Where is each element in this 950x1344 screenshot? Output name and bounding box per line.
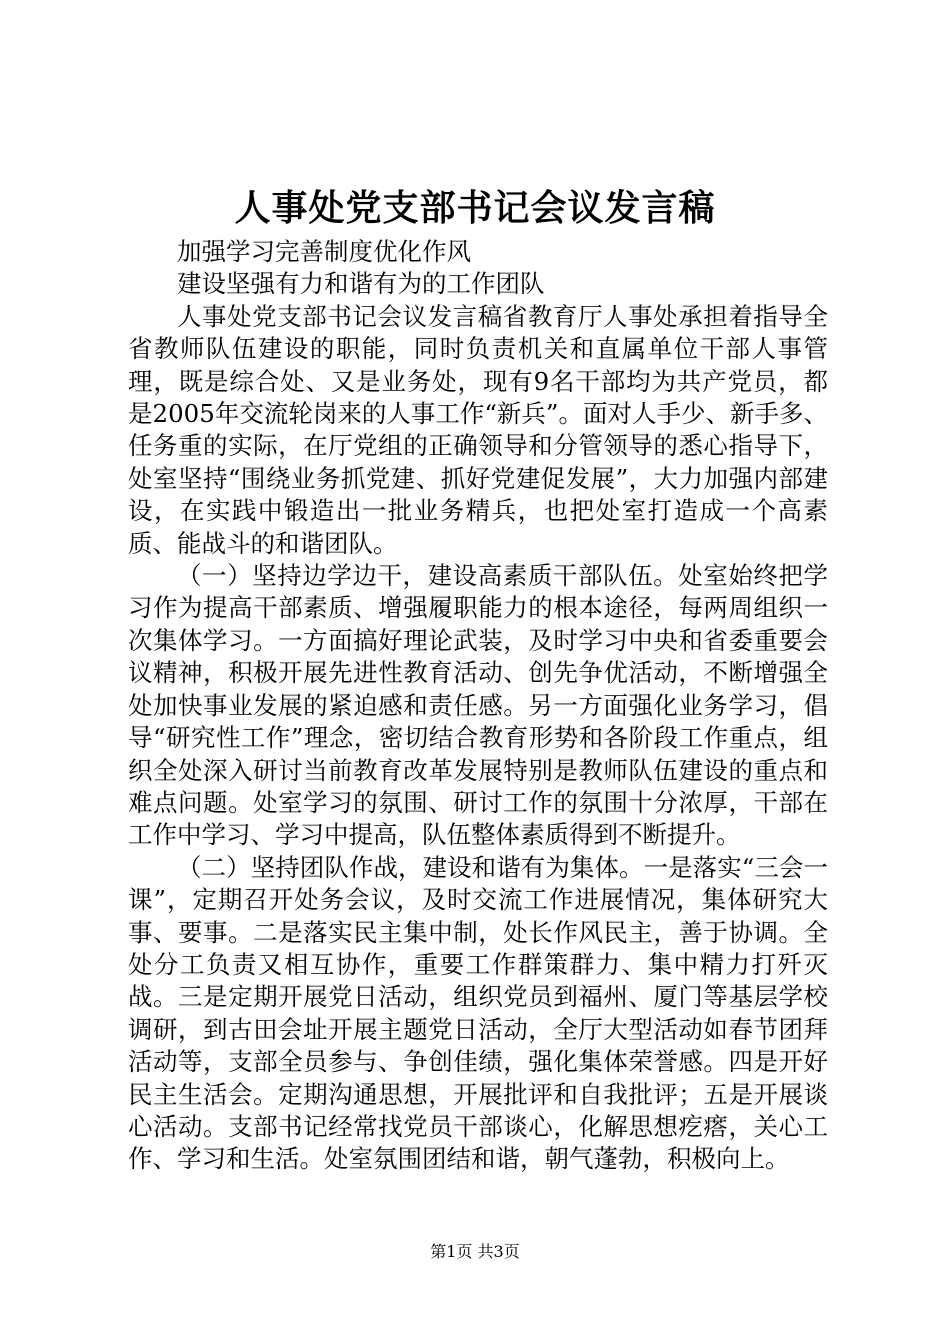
document-title: 人事处党支部书记会议发言稿 bbox=[234, 187, 716, 229]
paragraph-intro: 人事处党支部书记会议发言稿省教育厅人事处承担着指导全省教师队伍建设的职能，同时负责机关和直属单位干部人事管理，既是综合处、又是业务处，现有9名干部均为共产党员，都是2005年交流轮岗来的人事工作“新兵”。面对人手少、新手多、任务重的实际，在厅党组的正确领导和分管领导的悉心指导下，处室坚持“围绕业务抓党建、抓好党建促发展”，大力加强内部建设，在实践中锻造出一批业务精兵，也把处室打造成一个高素质、能战斗的和谐团队。 bbox=[128, 301, 828, 558]
paragraph-section-2: （二）坚持团队作战，建设和谐有为集体。一是落实“三会一课”，定期召开处务会议，及时交流工作进展情况，集体研究大事、要事。二是落实民主集中制，处长作风民主，善于协调。全处分工负责又相互协作，重要工作群策群力、集中精力打歼灭战。三是定期开展党日活动，组织党员到福州、厦门等基层学校调研，到古田会址开展主题党日活动，全厅大型活动如春节团拜活动等，支部全员参与、争创佳绩，强化集体荣誉感。四是开好民主生活会。定期沟通思想，开展批评和自我批评；五是开展谈心活动。支部书记经常找党员干部谈心，化解思想疙瘩，关心工作、学习和生活。处室氛围团结和谐，朝气蓬勃，积极向上。 bbox=[128, 852, 828, 1174]
page-indicator: 第1页 共3页 bbox=[430, 1242, 520, 1261]
subtitle-line-2: 建设坚强有力和谐有为的工作团队 bbox=[177, 269, 545, 299]
paragraph-section-1: （一）坚持边学边干，建设高素质干部队伍。处室始终把学习作为提高干部素质、增强履职能力的根本途径，每两周组织一次集体学习。一方面搞好理论武装，及时学习中央和省委重要会议精神，积极开展先进性教育活动、创先争优活动，不断增强全处加快事业发展的紧迫感和责任感。另一方面强化业务学习，倡导“研究性工作”理念，密切结合教育形势和各阶段工作重点，组织全处深入研讨当前教育改革发展特别是教师队伍建设的重点和难点问题。处室学习的氛围、研讨工作的氛围十分浓厚，干部在工作中学习、学习中提高，队伍整体素质得到不断提升。 bbox=[128, 561, 828, 850]
document-body bbox=[128, 236, 828, 1176]
subtitle-line-1: 加强学习完善制度优化作风 bbox=[177, 237, 471, 266]
